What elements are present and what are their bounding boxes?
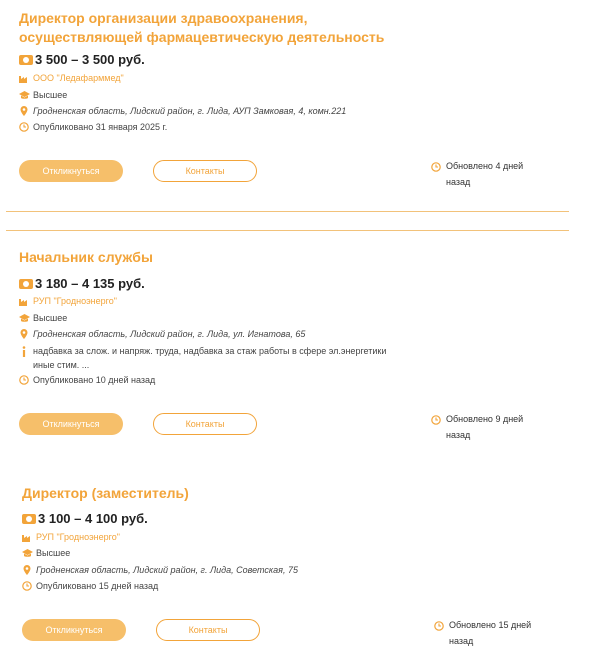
education-row — [19, 311, 67, 325]
salary: 3 100 – 4 100 руб. — [38, 511, 148, 526]
graduation-cap-icon — [19, 313, 29, 323]
graduation-cap-icon — [19, 90, 29, 100]
factory-icon — [22, 532, 32, 542]
clock-icon — [22, 581, 32, 591]
apply-button[interactable]: Откликнуться — [19, 160, 123, 182]
salary-row — [19, 52, 145, 67]
benefits-text: надбавка за слож. и напряж. труда, надбавка за стаж работы в сфере эл.энергетики иные стим. ... — [33, 346, 387, 370]
apply-button[interactable]: Откликнуться — [22, 619, 126, 641]
company-link[interactable]: ООО "Ледафарммед" — [33, 73, 124, 83]
clock-icon — [434, 620, 444, 630]
published-row — [19, 120, 167, 134]
updated-info — [431, 411, 541, 443]
company-row — [19, 71, 124, 85]
education: Высшее — [33, 313, 68, 323]
map-pin-icon — [22, 565, 32, 575]
education-row — [22, 546, 70, 560]
published-date: Опубликовано 15 дней назад — [36, 581, 159, 591]
factory-icon — [19, 296, 29, 306]
address-row — [19, 104, 346, 118]
salary: 3 500 – 3 500 руб. — [35, 52, 145, 67]
map-pin-icon — [19, 329, 29, 339]
address-row — [22, 563, 298, 577]
graduation-cap-icon — [22, 548, 32, 558]
education: Высшее — [33, 90, 68, 100]
address: Гродненская область, Лидский район, г. Лида, АУП Замковая, 4, комн.221 — [33, 106, 347, 116]
contacts-button[interactable]: Контакты — [153, 413, 257, 435]
money-icon — [19, 279, 33, 289]
clock-icon — [431, 414, 441, 424]
info-icon — [19, 346, 29, 356]
address-row — [19, 327, 305, 341]
company-row — [19, 294, 117, 308]
published-row — [19, 373, 155, 387]
published-date: Опубликовано 10 дней назад — [33, 375, 156, 385]
company-link[interactable]: РУП "Гродноэнерго" — [36, 532, 120, 542]
clock-icon — [19, 122, 29, 132]
salary: 3 180 – 4 135 руб. — [35, 276, 145, 291]
salary-row — [22, 511, 148, 526]
map-pin-icon — [19, 106, 29, 116]
updated-info — [434, 617, 544, 649]
updated-text: Обновлено 4 дней назад — [446, 161, 524, 187]
updated-text: Обновлено 15 дней назад — [449, 620, 532, 646]
updated-text: Обновлено 9 дней назад — [446, 414, 524, 440]
job-title[interactable]: Начальник службы — [19, 249, 153, 265]
clock-icon — [19, 375, 29, 385]
money-icon — [19, 55, 33, 65]
job-title[interactable]: Директор организации здравоохранения, осуществляющей фармацевтическую деятельность — [19, 10, 385, 45]
address: Гродненская область, Лидский район, г. Лида, Советская, 75 — [36, 565, 299, 575]
clock-icon — [431, 161, 441, 171]
divider — [6, 211, 569, 212]
salary-row — [19, 276, 145, 291]
divider — [6, 230, 569, 231]
address: Гродненская область, Лидский район, г. Лида, ул. Игнатова, 65 — [33, 329, 306, 339]
education: Высшее — [36, 548, 71, 558]
apply-button[interactable]: Откликнуться — [19, 413, 123, 435]
job-title[interactable]: Директор (заместитель) — [22, 485, 189, 501]
money-icon — [22, 514, 36, 524]
published-row — [22, 579, 158, 593]
published-date: Опубликовано 31 января 2025 г. — [33, 122, 168, 132]
company-row — [22, 530, 120, 544]
education-row — [19, 88, 67, 102]
factory-icon — [19, 73, 29, 83]
company-link[interactable]: РУП "Гродноэнерго" — [33, 296, 117, 306]
contacts-button[interactable]: Контакты — [153, 160, 257, 182]
contacts-button[interactable]: Контакты — [156, 619, 260, 641]
updated-info — [431, 158, 541, 190]
info-row — [19, 344, 409, 372]
